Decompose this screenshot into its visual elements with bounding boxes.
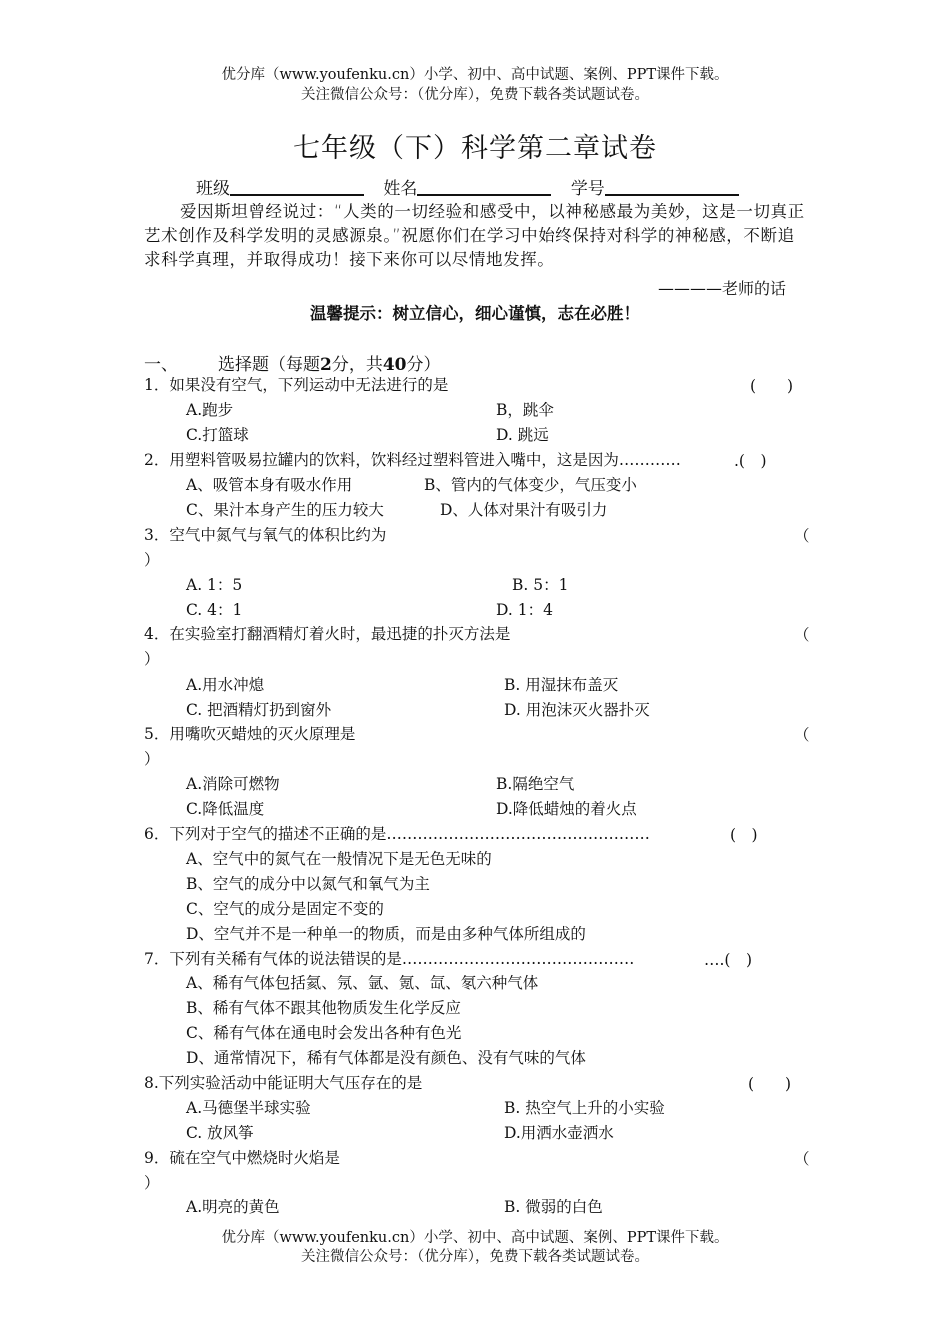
class-label: 班级 [196, 179, 230, 199]
answer-paren-5-close: ） [144, 750, 160, 768]
q9-option-a: A.明亮的黄色 [186, 1198, 280, 1216]
q8-option-a: A.马德堡半球实验 [186, 1099, 311, 1117]
answer-paren-4-close: ） [144, 650, 160, 668]
answer-paren-2[interactable]: .( ) [734, 452, 767, 470]
answer-paren-4-open[interactable]: （ [794, 626, 810, 644]
q5-option-a: A.消除可燃物 [186, 775, 280, 793]
q5-option-d: D.降低蜡烛的着火点 [496, 800, 637, 818]
name-label: 姓名 [383, 179, 418, 199]
section-points: 2 [320, 355, 332, 375]
section-total: 40 [382, 355, 407, 375]
quote-signature: ————老师的话 [657, 279, 786, 298]
question-9: 9．硫在空气中燃烧时火焰是 [144, 1149, 340, 1167]
q1-option-d: D. 跳远 [496, 426, 549, 444]
section-number: 一、 [144, 355, 178, 375]
answer-paren-6[interactable]: ( ) [730, 826, 758, 844]
q6-option-d: D、空气并不是一种单一的物质，而是由多种气体所组成的 [186, 925, 586, 943]
question-7: 7．下列有关稀有气体的说法错误的是……………………………………… [144, 950, 635, 968]
q3-option-c: C. 4：1 [186, 601, 243, 619]
question-5: 5．用嘴吹灭蜡烛的灭火原理是 [144, 725, 356, 743]
q7-option-a: A、稀有气体包括氦、氖、氩、氪、氙、氡六种气体 [186, 974, 539, 992]
q7-option-d: D、通常情况下，稀有气体都是没有颜色、没有气味的气体 [186, 1049, 586, 1067]
q5-option-b: B.隔绝空气 [496, 775, 575, 793]
q3-option-b: B. 5：1 [512, 576, 569, 594]
question-4: 4．在实验室打翻酒精灯着火时，最迅捷的扑灭方法是 [144, 625, 511, 643]
number-label: 学号 [570, 179, 605, 199]
answer-paren-3-open[interactable]: （ [794, 527, 810, 545]
q6-option-c: C、空气的成分是固定不变的 [186, 900, 384, 918]
q8-option-b: B. 热空气上升的小实验 [504, 1099, 665, 1117]
answer-paren-5-open[interactable]: （ [794, 726, 810, 744]
class-blank[interactable] [230, 176, 364, 196]
answer-paren-1[interactable]: ( ) [750, 377, 794, 395]
answer-paren-7[interactable]: ….( ) [704, 951, 753, 969]
question-8: 8.下列实验活动中能证明大气压存在的是 [144, 1074, 423, 1092]
question-2: 2．用塑料管吸易拉罐内的饮料，饮料经过塑料管进入嘴中，这是因为………… [144, 451, 681, 469]
section-title-mid: 分，共 [331, 355, 383, 375]
section-title-pre: 选择题（每题 [218, 355, 320, 375]
teacher-quote: 爱因斯坦曾经说过：“人类的一切经验和感受中，以神秘感最为美妙，这是一切真正艺术创作及科学发明的灵感源泉。”祝愿你们在学习中始终保持对科学的神秘感，不断追求科学真理，并取得成功！接下来你可以尽情地发挥。 [144, 202, 805, 269]
q3-option-a: A. 1：5 [186, 576, 243, 594]
q8-option-c: C. 放风筝 [186, 1124, 254, 1142]
section-heading [144, 350, 441, 375]
answer-paren-3-close: ） [144, 551, 160, 569]
footer-line-2: 关注微信公众号：（优分库），免费下载各类试题试卷。 [301, 1249, 649, 1265]
q1-option-a: A.跑步 [186, 401, 234, 419]
q6-option-a: A、空气中的氮气在一般情况下是无色无味的 [186, 850, 492, 868]
q1-option-c: C.打篮球 [186, 426, 249, 444]
q2-option-d: D、人体对果汁有吸引力 [440, 501, 608, 519]
q1-option-b: B，跳伞 [496, 401, 554, 419]
q4-option-d: D. 用泡沫灭火器扑灭 [504, 701, 650, 719]
q4-option-b: B. 用湿抹布盖灭 [504, 676, 619, 694]
q4-option-c: C. 把酒精灯扔到窗外 [186, 701, 332, 719]
question-3: 3．空气中氮气与氧气的体积比约为 [144, 526, 387, 544]
header-line-2: 关注微信公众号：（优分库），免费下载各类试题试卷。 [301, 87, 649, 103]
q7-option-b: B、稀有气体不跟其他物质发生化学反应 [186, 999, 461, 1017]
q4-option-a: A.用水冲熄 [186, 676, 265, 694]
warm-tip: 温馨提示：树立信心，细心谨慎，志在必胜！ [310, 304, 640, 323]
question-6: 6．下列对于空气的描述不正确的是…………………………………………… [144, 825, 650, 843]
header-line-1: 优分库（www.youfenku.cn）小学、初中、高中试题、案例、PPT课件下载。 [221, 67, 729, 83]
q6-option-b: B、空气的成分中以氮气和氧气为主 [186, 875, 430, 893]
q2-option-a: A、吸管本身有吸水作用 [186, 476, 353, 494]
question-1: 1．如果没有空气，下列运动中无法进行的是 [144, 376, 449, 394]
answer-paren-9-open[interactable]: （ [794, 1150, 810, 1168]
section-title-post: 分） [406, 355, 441, 375]
answer-paren-8[interactable]: ( ) [748, 1075, 792, 1093]
name-blank[interactable] [417, 176, 551, 196]
q2-option-b: B、管内的气体变少，气压变小 [424, 476, 637, 494]
q5-option-c: C.降低温度 [186, 800, 265, 818]
q9-option-b: B. 微弱的白色 [504, 1198, 603, 1216]
page-title: 七年级（下）科学第二章试卷 [293, 133, 657, 164]
q2-option-c: C、果汁本身产生的压力较大 [186, 501, 384, 519]
footer-line-1: 优分库（www.youfenku.cn）小学、初中、高中试题、案例、PPT课件下载。 [221, 1230, 729, 1246]
q7-option-c: C、稀有气体在通电时会发出各种有色光 [186, 1024, 462, 1042]
number-blank[interactable] [605, 176, 739, 196]
q3-option-d: D. 1：4 [496, 601, 553, 619]
q8-option-d: D.用洒水壶洒水 [504, 1124, 614, 1142]
answer-paren-9-close: ） [144, 1174, 160, 1192]
student-info-fields [196, 176, 753, 201]
